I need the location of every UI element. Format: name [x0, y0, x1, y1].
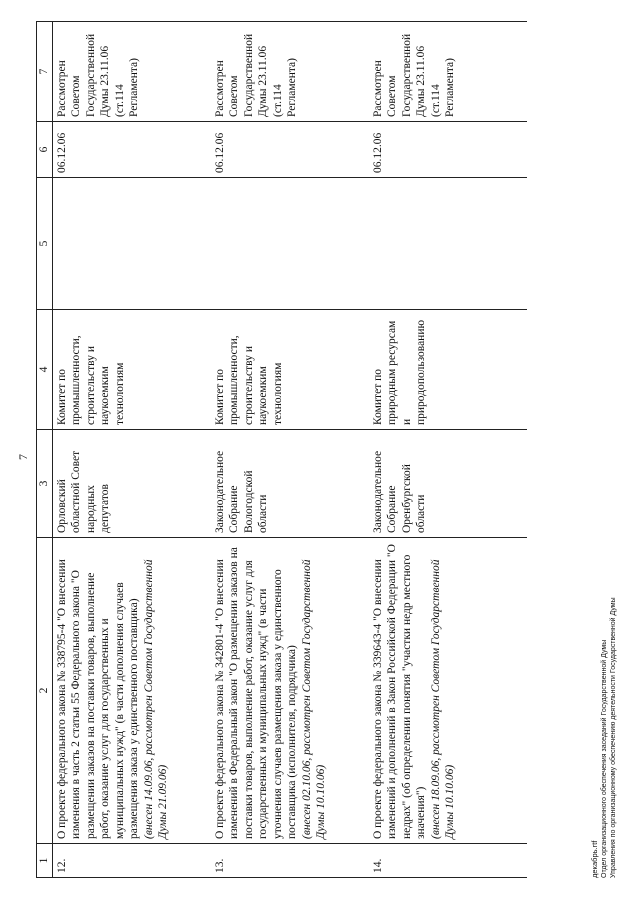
col5-cell	[211, 178, 369, 310]
bill-status: Рассмотрен Советом Государственной Думы 23.11.06 (ст.114 Регламента)	[52, 22, 211, 122]
table-header-row	[37, 22, 53, 878]
bill-committee: Комитет по природным ресурсам и природопользованию	[369, 310, 527, 430]
col5-cell	[369, 178, 527, 310]
bill-author: Орловский областной Совет народных депутатов	[52, 430, 211, 538]
bill-note: (внесен 18.09.06, рассмотрен Советом Государственной Думы 10.10.06)	[429, 559, 456, 839]
table-row	[211, 22, 369, 878]
bill-description	[369, 538, 527, 844]
col-header-5: 5	[37, 178, 53, 310]
col-header-1: 1	[37, 844, 53, 878]
footer-line-2: Управления по организационному обеспечению деятельности Государственной Думы	[610, 597, 617, 878]
bill-date: 06.12.06	[211, 122, 369, 178]
row-number: 13.	[211, 844, 369, 878]
bill-title: О проекте федерального закона № 339643-4 "О внесении изменений и дополнений в Закон Российской Федерации "О недрах" (об определении понятия "участки недр местного значения")	[371, 544, 427, 839]
bill-author: Законодательное Собрание Вологодской области	[211, 430, 369, 538]
footer-line-1: Отдел организационного обеспечения заседаний Государственной Думы	[601, 639, 608, 878]
row-number: 12.	[52, 844, 211, 878]
col-header-6: 6	[37, 122, 53, 178]
bill-note: (внесен 02.10.06, рассмотрен Советом Государственной Думы 10.10.06)	[300, 559, 327, 839]
table-row	[369, 22, 527, 878]
col-header-4: 4	[37, 310, 53, 430]
bills-table	[36, 21, 527, 878]
bill-committee: Комитет по промышленности, строительству и наукоемким технологиям	[211, 310, 369, 430]
col-header-7: 7	[37, 22, 53, 122]
col-header-3: 3	[37, 430, 53, 538]
bill-note: (внесен 14.09.06, рассмотрен Советом Государственной Думы 21.09.06)	[142, 559, 169, 839]
bill-description	[211, 538, 369, 844]
bill-committee: Комитет по промышленности, строительству и наукоемким технологиям	[52, 310, 211, 430]
bill-date: 06.12.06	[52, 122, 211, 178]
col-header-2: 2	[37, 538, 53, 844]
bill-title: О проекте федерального закона № 342801-4 "О внесении изменений в Федеральный закон "О размещении заказов на поставки товаров, выполнение работ, оказание услуг для государственных и муниципальных нужд" (в части уточнения случаев размещения заказа у единственного поставщика (исполнителя, подрядчика)	[213, 547, 298, 839]
bill-author: Законодательное Собрание Оренбургской области	[369, 430, 527, 538]
page-number: 7	[16, 454, 30, 460]
bill-status: Рассмотрен Советом Государственной Думы 23.11.06 (ст.114 Регламента)	[369, 22, 527, 122]
bill-title: О проекте федерального закона № 338795-4 "О внесении изменения в часть 2 статьи 55 Федерального закона "О размещении заказов на поставки товаров, выполнение работ, оказание услуг для государственных и муниципальных нужд" (в части дополнения случаев размещения заказа у единственного поставщика)	[55, 559, 140, 839]
bill-date: 06.12.06	[369, 122, 527, 178]
table-row	[52, 22, 211, 878]
page-footer	[590, 597, 618, 878]
row-number: 14.	[369, 844, 527, 878]
bill-status: Рассмотрен Советом Государственной Думы 23.11.06 (ст.114 Регламента)	[211, 22, 369, 122]
bill-description	[52, 538, 211, 844]
footer-filename: декабрь.rtf	[590, 840, 599, 878]
col5-cell	[52, 178, 211, 310]
